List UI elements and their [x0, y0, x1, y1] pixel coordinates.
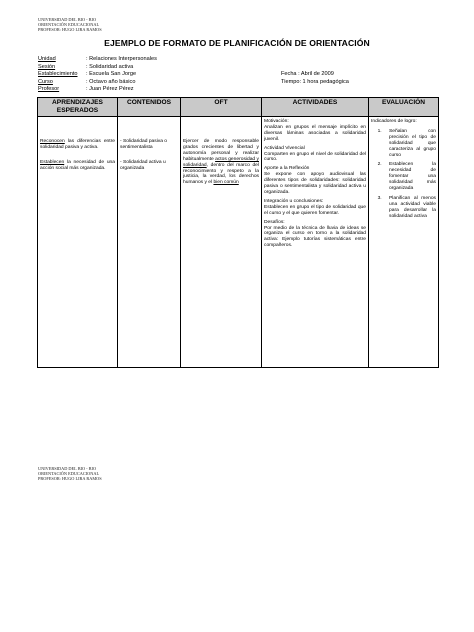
activity-text: Comparten en grupo el nivel de solidaridad del curso.: [264, 151, 366, 163]
evaluation-item: 2. Establecen la necesidad de fomentar una solidaridad más organizada: [383, 162, 436, 192]
document-title: EJEMPLO DE FORMATO DE PLANIFICACIÓN DE ORIENTACIÓN: [104, 38, 370, 48]
session-info: [38, 56, 438, 94]
activity-text: Se expone con apoyo audiovisual las diferentes tipos de solidaridades: solidaridad pasiva o sentimentalista y solidaridad activa u organizada.: [264, 172, 366, 195]
university-header-bottom: [38, 466, 102, 481]
evaluation-item: 3. Planifican al menos una actividad viable para desarrollar la solidaridad activa: [383, 196, 436, 220]
profesor-label: Profesor: [38, 86, 60, 93]
aprendizaje-verb: Reconocen: [40, 139, 65, 144]
planning-table: [37, 97, 439, 368]
evaluation-item: 1. Señalan con precisión el tipo de solidaridad que caracteriza al grupo curso: [383, 129, 436, 159]
activity-title: Motivación:: [264, 119, 289, 124]
aprendizaje-verb: Establecen: [40, 159, 65, 165]
tiempo-text: Tiempo: 1 hora pedagógica: [281, 78, 349, 85]
oft-text: Ejercer de modo responsable grados crecientes de libertad y autonomía personal y realizar habitualmente: [183, 139, 259, 162]
unidad-value: : Relaciones Interpersonales: [86, 56, 157, 62]
establecimiento-value: : Escuela San Jorge: [86, 71, 137, 78]
header-line: UNIVERSIDAD DEL BIO - BIO: [38, 17, 97, 22]
aprendizaje-text: las diferencias entre solidaridad pasiva y activa.: [40, 139, 115, 150]
aprendizaje-text: la necesidad de una acción social más organizada.: [40, 159, 115, 171]
sesion-label: Sesión: [38, 63, 56, 70]
table-header-row: [38, 98, 439, 117]
header-line: ORIENTACIÓN EDUCACIONAL: [38, 471, 100, 476]
header-line: PROFESOR: HUGO LIRA RAMOS: [38, 476, 102, 481]
establecimiento-label: Establecimiento: [38, 71, 78, 78]
column-header-aprendizajes: APRENDIZAJES ESPERADOS: [38, 98, 118, 117]
contenido-item: - Solidaridad pasiva o sentimentalista: [120, 139, 168, 150]
contenido-item: - Solidaridad activa u organizada: [120, 159, 166, 171]
column-header-evaluacion: EVALUACIÓN: [369, 98, 439, 117]
aprendizajes-cell: [38, 117, 118, 368]
column-header-actividades: ACTIVIDADES: [262, 98, 369, 117]
evaluation-intro: Indicadores de logro:: [371, 119, 417, 124]
oft-text: , dentro del marco del reconocimiento y respeto a la justicia, la verdad, los derechos humanos y el: [183, 162, 259, 186]
oft-cell: [181, 117, 262, 368]
header-line: ORIENTACIÓN EDUCACIONAL: [38, 22, 100, 27]
curso-label: Curso: [38, 78, 53, 85]
activity-title: Actividad Vivencial: [264, 145, 305, 151]
curso-value: : Octavo año básico: [86, 78, 136, 85]
profesor-value: : Juan Pérez Pérez: [86, 86, 134, 93]
header-line: UNIVERSIDAD DEL BIO - BIO: [38, 466, 97, 471]
activity-title: Desafíos:: [264, 219, 285, 225]
activity-title: Aporte a la Reflexión: [264, 166, 310, 172]
header-line: PROFESOR: HUGO LIRA RAMOS: [38, 27, 102, 32]
activity-text: Por medio de la técnica de lluvia de ideas se organiza el curso en torno a la solidaridad activa: Ejemplo tutorías sistemáticas entre compañeros.: [264, 225, 366, 249]
column-header-contenidos: CONTENIDOS: [118, 98, 181, 117]
activity-title: Integración u conclusiones:: [264, 198, 324, 204]
fecha-text: Fecha : Abril de 2009: [281, 71, 334, 78]
evaluation-list: [371, 129, 436, 220]
unidad-label: Unidad: [38, 56, 56, 62]
university-header-top: [38, 17, 102, 32]
sesion-value: : Solidaridad activa: [86, 63, 134, 70]
column-header-oft: OFT: [181, 98, 262, 117]
activity-text: Analizan en grupos el mensaje implícito en diversas láminas asociadas a solidaridad juvenil.: [264, 124, 366, 142]
activity-text: Establecen en grupo el tipo de solidaridad que el curso y el que quieren fomentar.: [264, 204, 366, 216]
oft-text-underlined: bien común: [213, 180, 239, 186]
table-row: [38, 117, 439, 368]
actividades-cell: [262, 117, 369, 368]
evaluacion-cell: [369, 117, 439, 368]
contenidos-cell: [118, 117, 181, 368]
oft-text-underlined: actos generosidad y solidaridad: [183, 156, 259, 168]
